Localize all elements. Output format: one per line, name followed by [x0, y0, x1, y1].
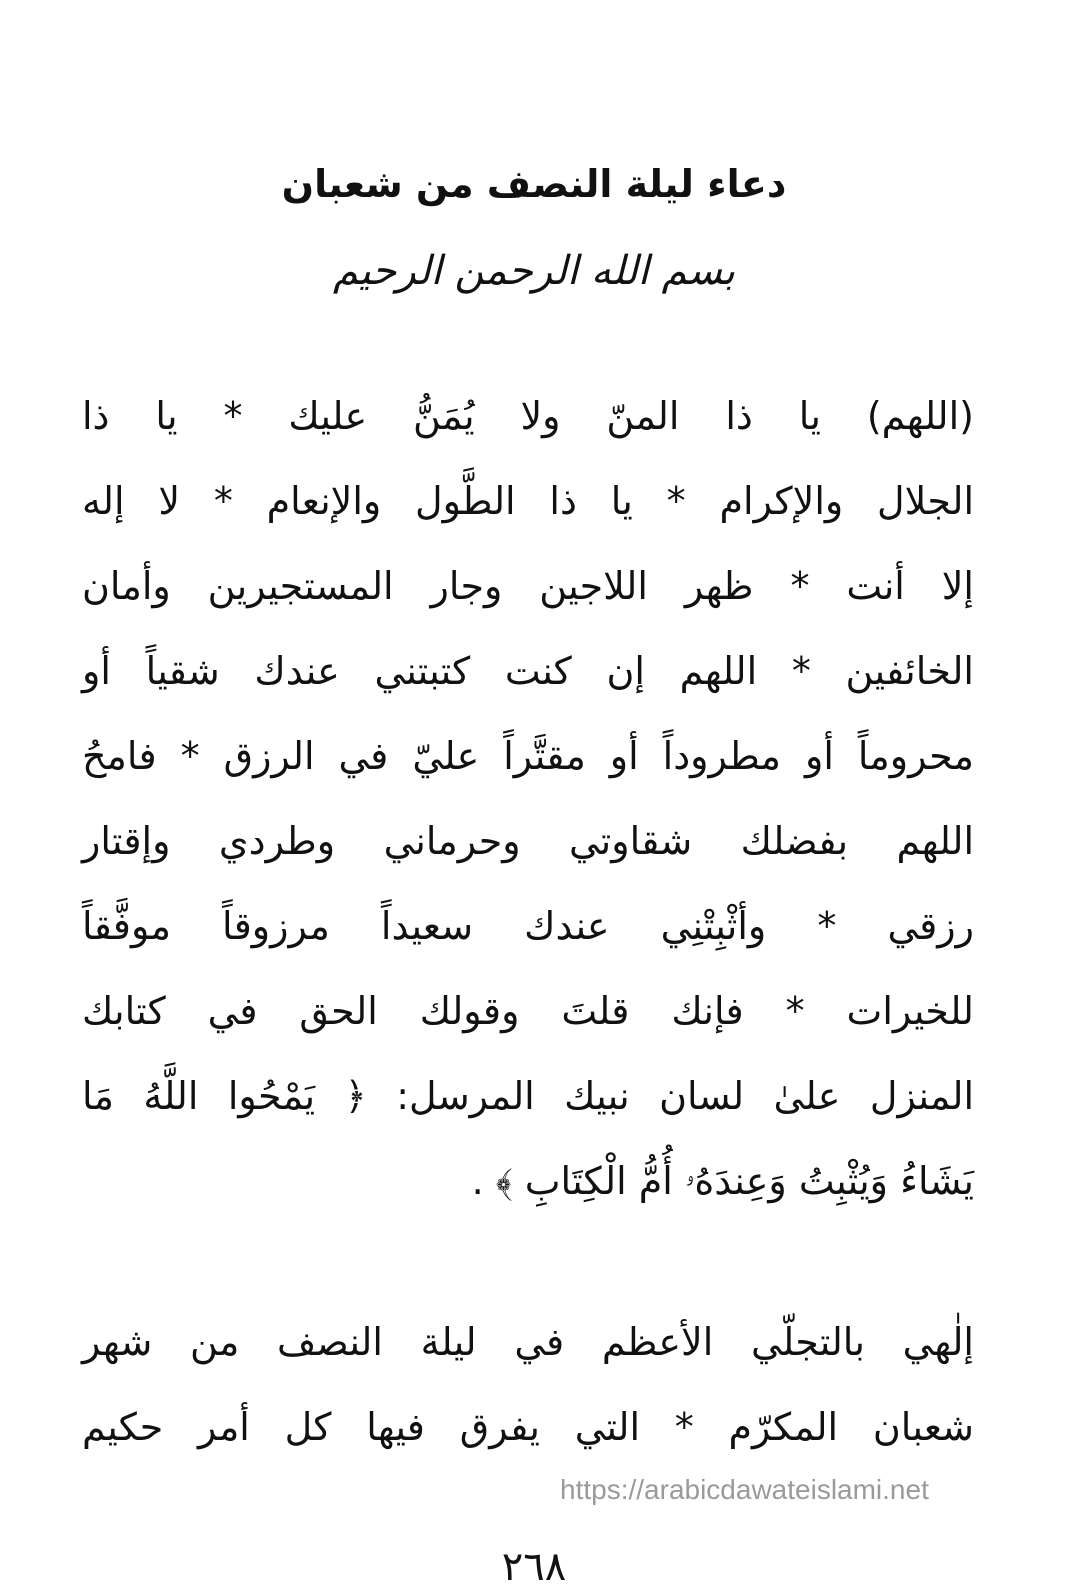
- text-line: (اللهم) يا ذا المنّ ولا يُمَنُّ عليك * يا ذا: [82, 394, 974, 438]
- text-line: المنزل علىٰ لسان نبيك المرسل: ﴿ يَمْحُوا اللَّهُ مَا: [82, 1074, 974, 1118]
- text-line: إلا أنت * ظهر اللاجين وجار المستجيرين وأمان: [82, 564, 974, 608]
- page-title: دعاء ليلة النصف من شعبان: [281, 162, 787, 206]
- text-line: يَشَاءُ وَيُثْبِتُ وَعِندَهُۥ أُمُّ الْكِتَابِ ﴾ .: [471, 1159, 974, 1203]
- text-line: للخيرات * فإنك قلتَ وقولك الحق في كتابك: [82, 989, 974, 1033]
- supplication-paragraph-2: [82, 1300, 974, 1470]
- supplication-paragraph-1: [82, 374, 974, 1224]
- text-line: رزقي * وأثْبِتْنِي عندك سعيداً مرزوقاً موفَّقاً: [82, 904, 974, 948]
- text-line: اللهم بفضلك شقاوتي وحرماني وطردي وإقتار: [82, 819, 974, 863]
- website-watermark: https://arabicdawateislami.net: [560, 1474, 929, 1505]
- basmala-calligraphy: بسم الله الرحمن الرحيم: [332, 248, 736, 294]
- text-line: محروماً أو مطروداً أو مقتَّراً عليّ في الرزق * فامحُ: [82, 734, 974, 778]
- text-line: الخائفين * اللهم إن كنت كتبتني عندك شقياً أو: [82, 649, 974, 693]
- text-line: الجلال والإكرام * يا ذا الطَّول والإنعام * لا إله: [82, 479, 974, 523]
- text-line: شعبان المكرّم * التي يفرق فيها كل أمر حكيم: [82, 1405, 974, 1449]
- text-line: إلٰهي بالتجلّي الأعظم في ليلة النصف من شهر: [82, 1320, 974, 1364]
- page-number: ٢٦٨: [501, 1544, 567, 1590]
